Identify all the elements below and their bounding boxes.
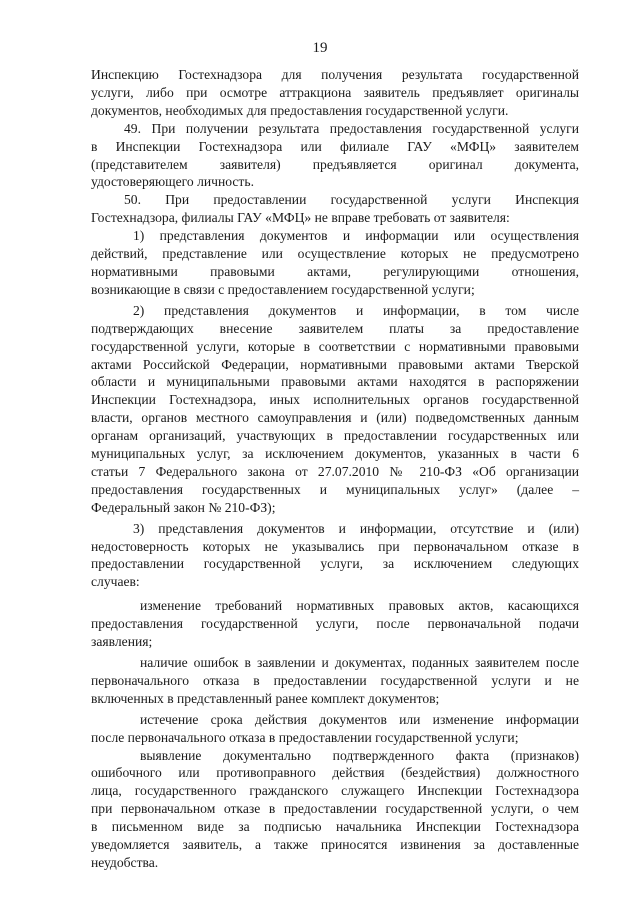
case-3-line: истечение срока действия документов или изменение информации (140, 711, 579, 727)
text-line: подтверждающих внесение заявителем платы за предоставление (91, 320, 579, 336)
paragraph-49-line: 49. При получении результата предоставления государственной услуги (124, 120, 579, 136)
page-number: 19 (312, 40, 328, 56)
text-line: муниципальных услуг, за исключением документов, указанных в части 6 (91, 446, 579, 462)
text-line: предоставления государственных и муниципальных услуг» (далее – (91, 481, 579, 497)
text-line: возникающие в связи с предоставлением государственной услуги; (91, 281, 475, 297)
text-line: области и муниципальными правовыми актами находятся в распоряжении (91, 374, 579, 390)
text-line: государственной услуги, которые в соответствии с нормативными правовыми (91, 338, 579, 354)
text-line: Федеральный закон № 210-ФЗ); (91, 499, 276, 515)
text-line: предоставления государственной услуги, после первоначальной подачи (91, 616, 579, 632)
item-2-line: 2) представления документов и информации, в том числе (133, 302, 579, 318)
case-1-line: изменение требований нормативных правовых актов, касающихся (140, 598, 579, 614)
case-4-line: выявление документально подтвержденного факта (признаков) (140, 747, 579, 763)
text-line: ошибочного или противоправного действия (бездействия) должностного (91, 765, 579, 781)
text-line: в Инспекции Гостехнадзора или филиале ГАУ «МФЦ» заявителем (91, 138, 579, 154)
text-line: включенных в представленный ранее комплект документов; (91, 690, 440, 706)
text-line: первоначального отказа в предоставлении государственной услуги и не (91, 672, 579, 688)
text-line: лица, государственного гражданского служащего Инспекции Гостехнадзора (91, 783, 579, 799)
text-line: статьи 7 Федерального закона от 27.07.2010 № 210-ФЗ «Об организации (91, 463, 579, 479)
text-line: удостоверяющего личность. (91, 174, 254, 190)
text-line: уведомляется заявитель, а также приносятся извинения за доставленные (91, 837, 579, 853)
text-line: Инспекции Гостехнадзора, иных исполнительных органов государственной (91, 392, 579, 408)
text-line: нормативными правовыми актами, регулирующими отношения, (91, 263, 579, 279)
text-line: в письменном виде за подписью начальника Инспекции Гостехнадзора (91, 819, 579, 835)
text-line: власти, органов местного самоуправления и (или) подведомственных данным (91, 410, 579, 426)
text-line: недостоверность которых не указывались при первоначальном отказе в (91, 538, 579, 554)
case-2-line: наличие ошибок в заявлении и документах, поданных заявителем после (140, 655, 579, 670)
text-line: предоставлении государственной услуги, за исключением следующих (91, 556, 579, 572)
item-3-line: 3) представления документов и информации, отсутствие и (или) (133, 520, 579, 536)
text-line: Инспекцию Гостехнадзора для получения результата государственной (91, 67, 579, 82)
text-line: органам организаций, участвующих в предоставлении государственных или (91, 428, 579, 444)
text-line: после первоначального отказа в предоставлении государственной услуги; (91, 729, 519, 745)
text-line: Гостехнадзора, филиалы ГАУ «МФЦ» не вправе требовать от заявителя: (91, 210, 510, 226)
text-line: заявления; (91, 634, 153, 650)
paragraph-50-line: 50. При предоставлении государственной услуги Инспекция (124, 192, 579, 208)
text-line: документов, необходимых для предоставления государственной услуги. (91, 102, 509, 118)
text-line: действий, представление или осуществление которых не предусмотрено (91, 246, 579, 262)
text-line: случаев: (91, 574, 140, 590)
text-line: услуги, либо при осмотре аттракциона заявитель предъявляет оригиналы (91, 84, 579, 100)
item-1-line: 1) представления документов и информации или осуществления (133, 228, 579, 244)
text-line: неудобства. (91, 854, 159, 870)
text-line: (представителем заявителя) предъявляется оригинал документа, (91, 156, 579, 172)
text-line: при первоначальном отказе в предоставлении государственной услуги, о чем (91, 801, 579, 817)
text-line: актами Российской Федерации, нормативными правовыми актами Тверской (91, 356, 579, 372)
body-text (91, 66, 579, 872)
